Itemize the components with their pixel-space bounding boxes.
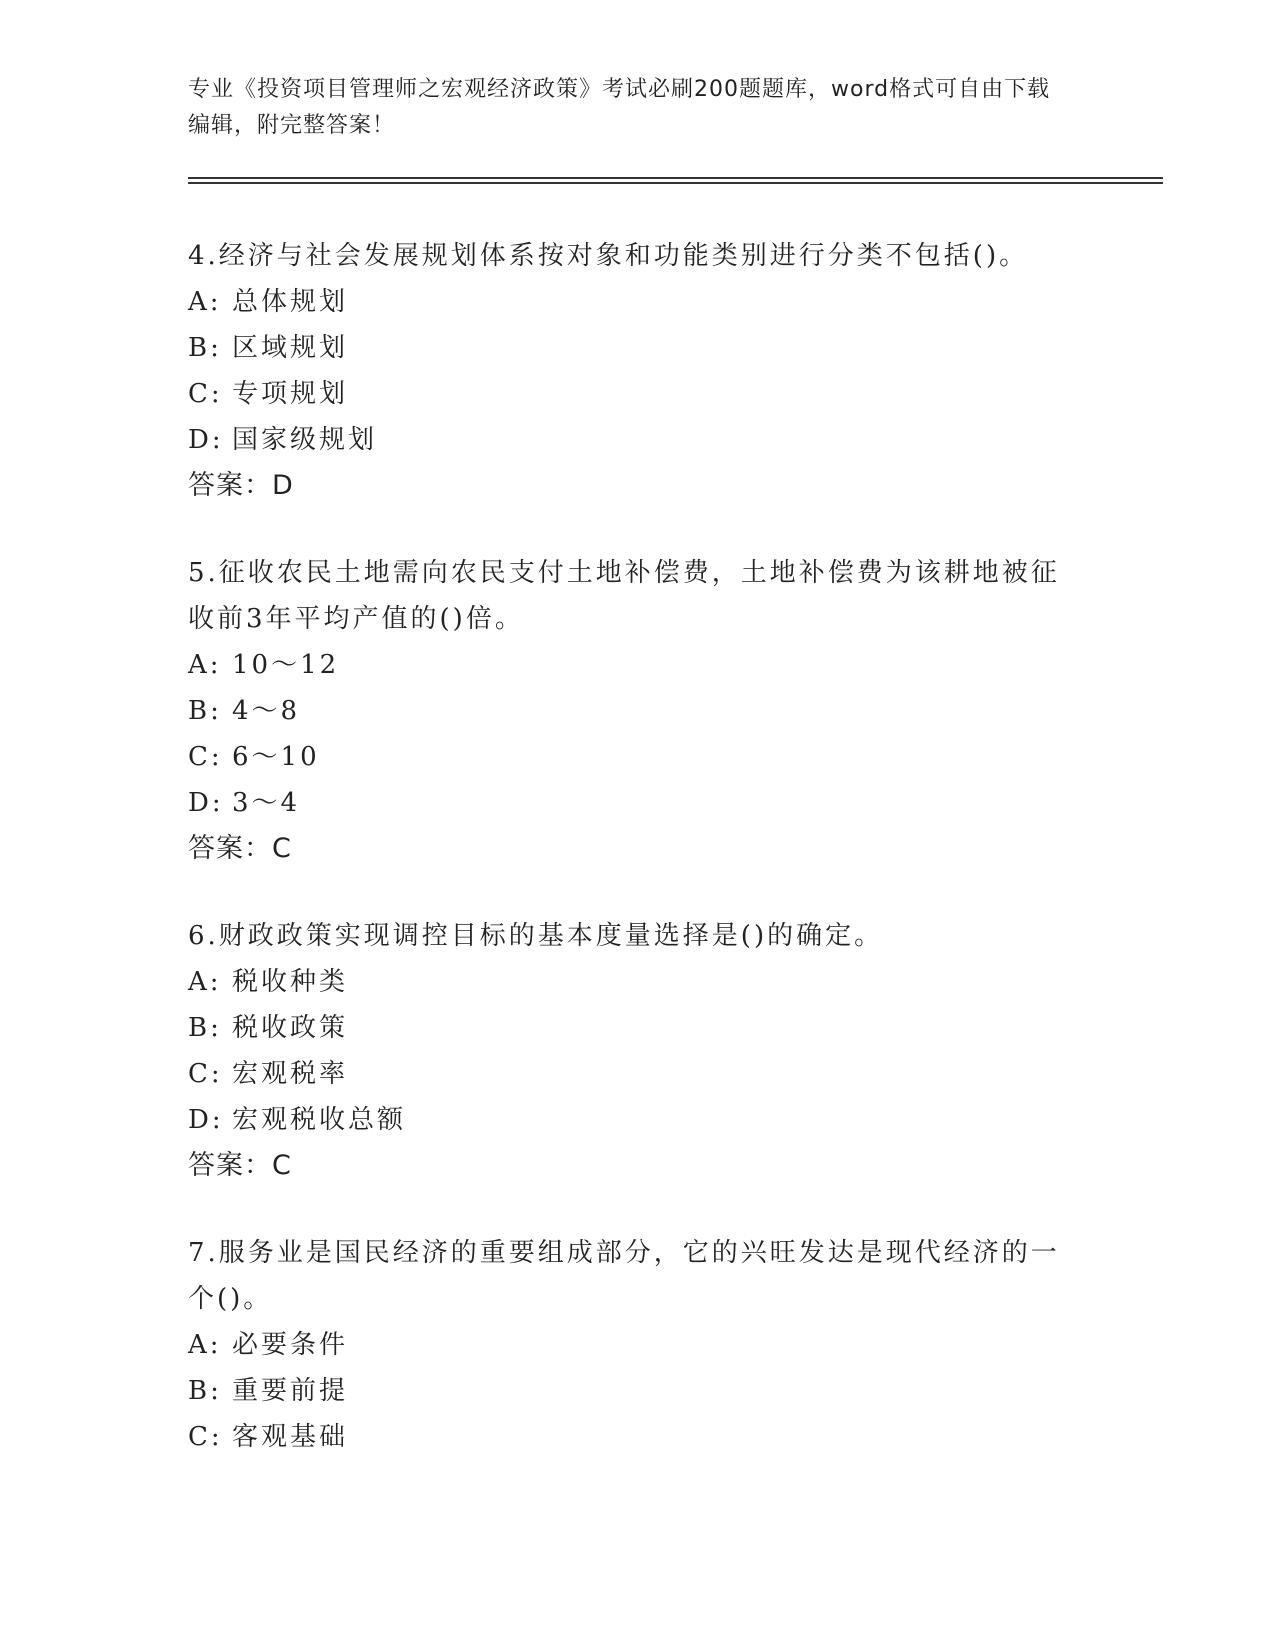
question-stem: 5.征收农民土地需向农民支付土地补偿费，土地补偿费为该耕地被征收前3年平均产值的()倍。 bbox=[188, 558, 1060, 634]
answer-option bbox=[188, 1097, 1088, 1143]
question-stem: 7.服务业是国民经济的重要组成部分，它的兴旺发达是现代经济的一个()。 bbox=[188, 1238, 1060, 1314]
question-block bbox=[188, 913, 1088, 1189]
answer-option bbox=[188, 1051, 1088, 1097]
answer-option bbox=[188, 688, 1088, 734]
answer-option bbox=[188, 1414, 1088, 1460]
answer-option bbox=[188, 734, 1088, 780]
option-letter: C: bbox=[188, 379, 223, 409]
document-header: 专业《投资项目管理师之宏观经济政策》考试必刷200题题库，word格式可自由下载编辑，附完整答案！ bbox=[188, 77, 1051, 138]
answer-option bbox=[188, 279, 1088, 325]
answer-key: 答案：D bbox=[188, 470, 294, 501]
option-letter: C: bbox=[188, 1422, 223, 1452]
answer-option bbox=[188, 1322, 1088, 1368]
question-stem: 4.经济与社会发展规划体系按对象和功能类别进行分类不包括()。 bbox=[188, 241, 1029, 271]
option-text: 总体规划 bbox=[232, 287, 349, 317]
answer-option bbox=[188, 371, 1088, 417]
answer-key: 答案：C bbox=[188, 833, 292, 864]
option-letter: C: bbox=[188, 1059, 223, 1089]
question-list bbox=[188, 233, 1088, 1501]
option-letter: B: bbox=[188, 1013, 222, 1043]
option-text: 宏观税率 bbox=[232, 1059, 349, 1089]
option-text: 宏观税收总额 bbox=[232, 1105, 407, 1135]
option-text: 客观基础 bbox=[232, 1422, 349, 1452]
option-text: 4～8 bbox=[232, 696, 301, 726]
header-divider-top bbox=[188, 177, 1163, 179]
option-text: 区域规划 bbox=[232, 333, 349, 363]
option-letter: A: bbox=[188, 1330, 222, 1360]
header-divider-bottom bbox=[188, 182, 1163, 184]
option-text: 3～4 bbox=[232, 788, 301, 818]
option-letter: C: bbox=[188, 742, 223, 772]
option-letter: D: bbox=[188, 425, 224, 455]
option-letter: B: bbox=[188, 1376, 222, 1406]
option-letter: A: bbox=[188, 967, 222, 997]
option-text: 必要条件 bbox=[232, 1330, 349, 1360]
option-text: 重要前提 bbox=[232, 1376, 349, 1406]
question-block bbox=[188, 550, 1088, 872]
option-text: 6～10 bbox=[232, 742, 320, 772]
option-text: 专项规划 bbox=[232, 379, 349, 409]
option-letter: D: bbox=[188, 1105, 224, 1135]
answer-option bbox=[188, 1368, 1088, 1414]
option-letter: B: bbox=[188, 333, 222, 363]
answer-option bbox=[188, 642, 1088, 688]
answer-key: 答案：C bbox=[188, 1150, 292, 1181]
answer-option bbox=[188, 780, 1088, 826]
answer-option bbox=[188, 417, 1088, 463]
option-text: 税收种类 bbox=[232, 967, 349, 997]
question-block bbox=[188, 1230, 1088, 1460]
option-text: 税收政策 bbox=[232, 1013, 349, 1043]
option-letter: D: bbox=[188, 788, 224, 818]
option-letter: B: bbox=[188, 696, 222, 726]
answer-option bbox=[188, 959, 1088, 1005]
question-block bbox=[188, 233, 1088, 509]
answer-option bbox=[188, 325, 1088, 371]
option-letter: A: bbox=[188, 287, 222, 317]
question-stem: 6.财政政策实现调控目标的基本度量选择是()的确定。 bbox=[188, 921, 884, 951]
option-text: 国家级规划 bbox=[232, 425, 378, 455]
answer-option bbox=[188, 1005, 1088, 1051]
option-text: 10～12 bbox=[232, 650, 340, 680]
option-letter: A: bbox=[188, 650, 222, 680]
